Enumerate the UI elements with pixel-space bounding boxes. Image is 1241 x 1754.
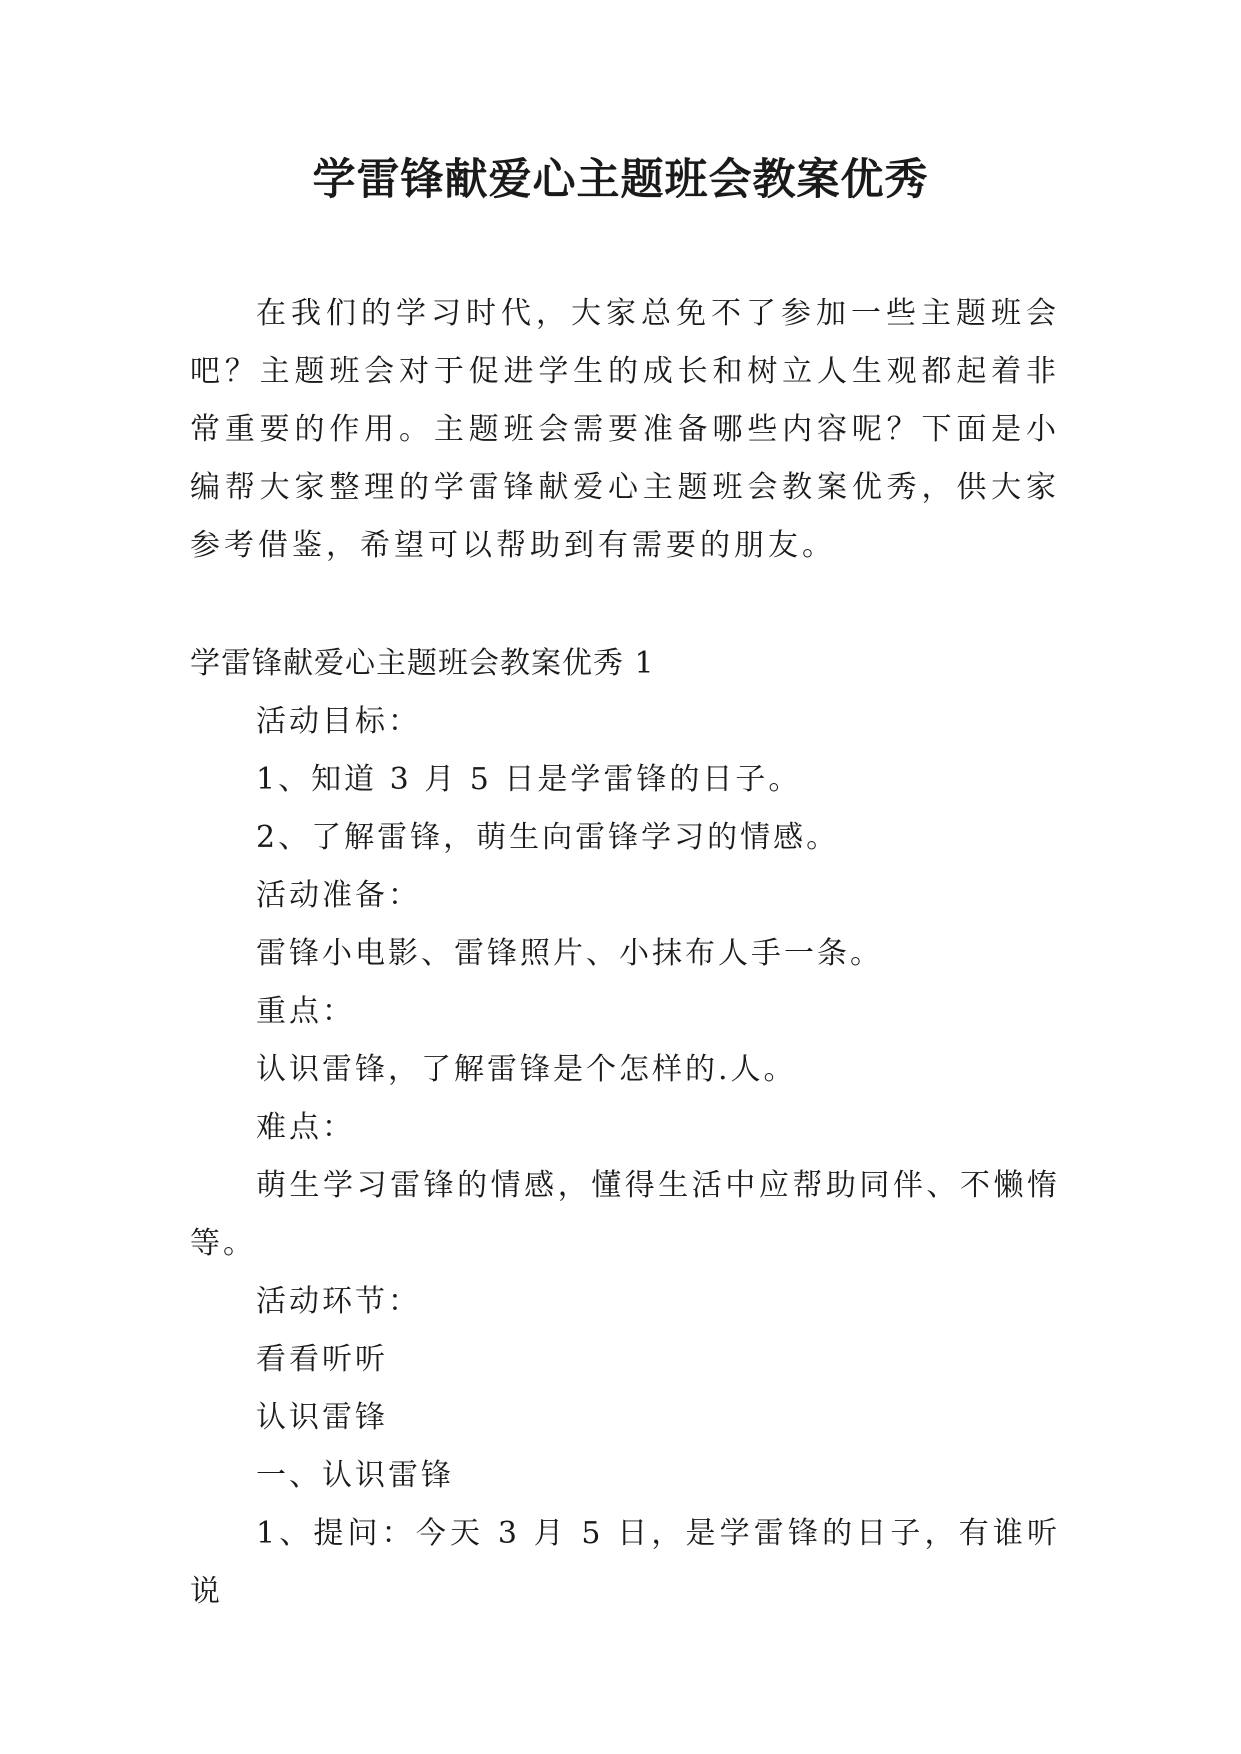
body-line-difficulty: 萌生学习雷锋的情感，懂得生活中应帮助同伴、不懒惰等。 xyxy=(190,1168,1060,1261)
body-line-objective-1: 1、知道 3 月 5 日是学雷锋的日子。 xyxy=(256,762,802,797)
body-line-difficulty-heading: 难点： xyxy=(256,1110,355,1145)
intro-paragraph: 在我们的学习时代，大家总免不了参加一些主题班会吧？主题班会对于促进学生的成长和树立人生观都起着非常重要的作用。主题班会需要准备哪些内容呢？下面是小编帮大家整理的学雷锋献爱心主题班会教案优秀，供大家参考借鉴，希望可以帮助到有需要的朋友。 xyxy=(190,296,1060,563)
body-line-objective-2: 2、了解雷锋，萌生向雷锋学习的情感。 xyxy=(256,820,840,855)
body-line-activity-1: 看看听听 xyxy=(256,1342,388,1377)
body-line-key-point: 认识雷锋，了解雷锋是个怎样的.人。 xyxy=(256,1052,797,1087)
body-line-activity-2: 认识雷锋 xyxy=(256,1400,388,1435)
body-line-key-point-heading: 重点： xyxy=(256,994,355,1029)
body-line-activity-heading: 活动环节： xyxy=(256,1284,421,1319)
lesson-body xyxy=(190,693,1060,1621)
section-heading: 学雷锋献爱心主题班会教案优秀 1 xyxy=(190,646,655,681)
body-line-step-heading: 一、认识雷锋 xyxy=(256,1458,454,1493)
document-title: 学雷锋献爱心主题班会教案优秀 xyxy=(312,155,929,205)
body-line-preparation-heading: 活动准备： xyxy=(256,878,421,913)
body-line-step-1: 1、提问：今天 3 月 5 日，是学雷锋的日子，有谁听说 xyxy=(190,1516,1060,1609)
body-line-objectives-heading: 活动目标： xyxy=(256,704,421,739)
body-line-preparation: 雷锋小电影、雷锋照片、小抹布人手一条。 xyxy=(256,936,883,971)
